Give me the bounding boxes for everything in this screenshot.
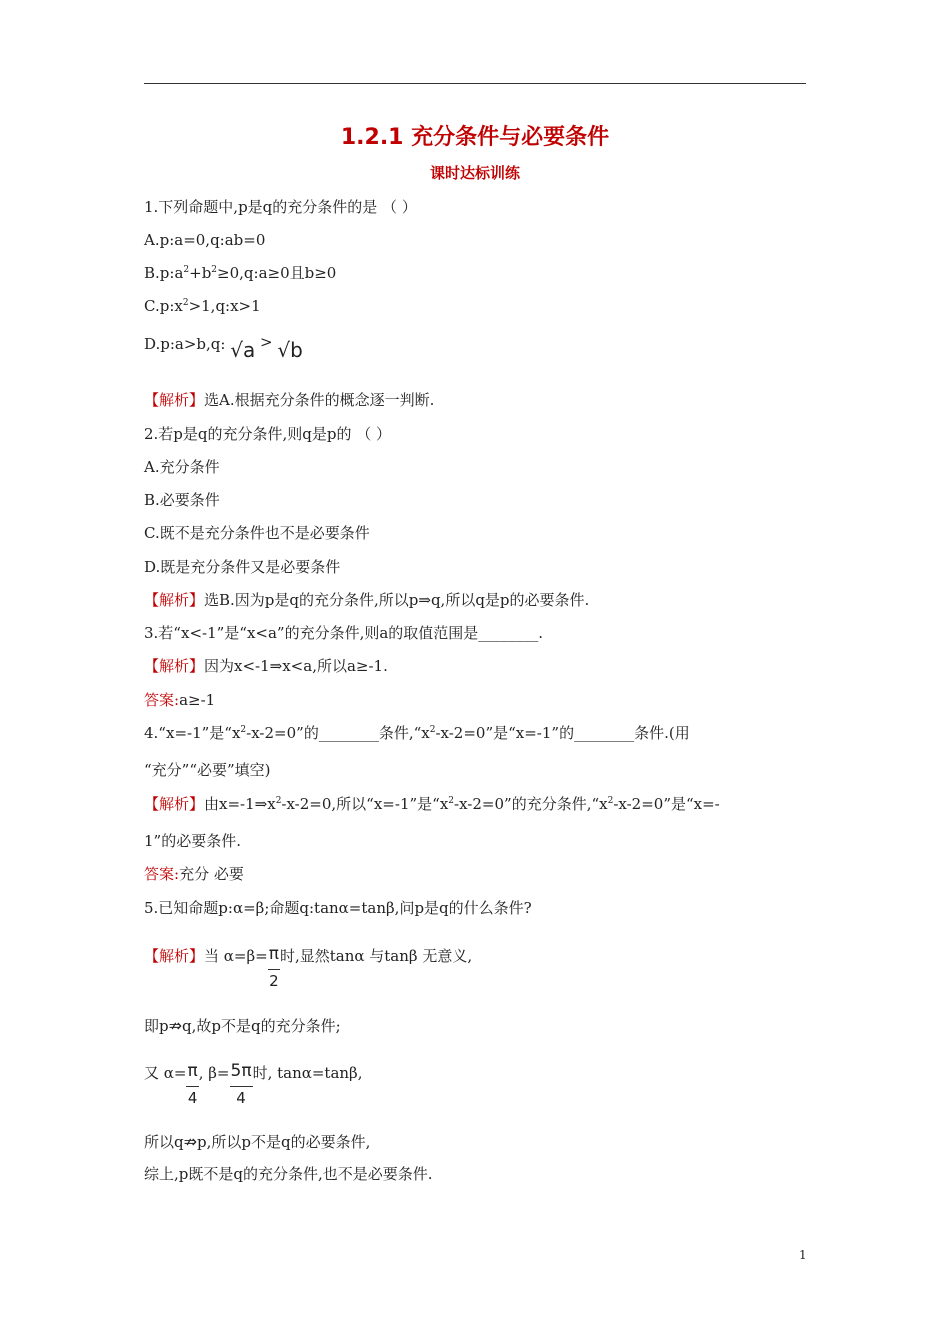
analysis-tag: 【解析】 xyxy=(144,391,205,409)
q3-stem: 3.若“x<-1”是“x<a”的充分条件,则a的取值范围是________. xyxy=(144,624,544,642)
q4-analysis: 【解析】由$x=-1\Rightarrow x^2-x-2=0$,所以“x=-1”是“$x^2-x-2=0$”的充分条件$,“x^2-x-2=0$”是“x=- xyxy=(144,795,720,813)
q1-option-c: $C.p:x^2>1,q:x>1$ xyxy=(144,297,261,315)
q5-analysis-line3: 又 α= $\frac{\pi}{4}$ , β= $\frac{5\pi}{4}$ 时, tanα=tanβ, xyxy=(144,1061,363,1107)
q5-analysis-line2: 即p⇏q,故p不是q的充分条件; xyxy=(144,1016,341,1035)
not-implies-symbol: ⇏ xyxy=(183,1132,198,1151)
q2-option-a: A.充分条件 xyxy=(144,458,220,476)
q4-answer: 答案:充分 必要 xyxy=(144,865,244,883)
q1-option-a: A.p:a=0,q:ab=0 xyxy=(144,231,266,249)
q1-analysis: 【解析】选A.根据充分条件的概念逐一判断. xyxy=(144,391,435,409)
q4-stem: 4.“x=-1”是“$x^2-x-2=0$”的________条件$,“x^2-x-2=0$”是“x=-1”的________条件.(用 xyxy=(144,724,690,742)
header-rule xyxy=(144,83,806,84)
q5-analysis-line4: 所以q⇏p,所以p不是q的必要条件, xyxy=(144,1132,371,1151)
q5-stem: 5.已知命题p:α=β;命题q:tanα=tanβ,问p是q的什么条件? xyxy=(144,899,532,917)
q1-option-b: $B.p:a^2+b^2\ge 0,q:a\ge 0$且b≥0 xyxy=(144,264,337,282)
q2-analysis: 【解析】选B.因为p是q的充分条件,所以p⇒q,所以q是p的必要条件. xyxy=(144,591,590,609)
not-implies-symbol: ⇏ xyxy=(168,1016,183,1035)
sqrt-b-formula: √b xyxy=(277,338,303,362)
q4-stem-line2: “充分”“必要”填空) xyxy=(144,761,271,779)
q5-analysis-line1: 【解析】当 α=β= $\frac{\pi}{2}$ 时,显然tanα 与tanβ 无意义, xyxy=(144,944,473,990)
page-title: 1.2.1 充分条件与必要条件 xyxy=(340,125,610,150)
fraction-pi-over-2: $\frac{\pi}{2}$ xyxy=(268,944,279,990)
q3-answer: 答案:a≥-1 xyxy=(144,691,216,709)
page-subtitle: 课时达标训练 xyxy=(429,164,520,182)
q1-stem: 1.下列命题中,p是q的充分条件的是 （ ） xyxy=(144,198,417,216)
fraction-pi-over-4: $\frac{\pi}{4}$ xyxy=(187,1061,198,1107)
q4-analysis-line2: 1”的必要条件. xyxy=(144,832,241,850)
q1-option-d: D.p:a>b,q: √a > √b xyxy=(144,333,303,362)
q3-analysis: 【解析】因为x<-1⇒x<a,所以a≥-1. xyxy=(144,657,388,675)
q2-stem: 2.若p是q的充分条件,则q是p的 （ ） xyxy=(144,425,392,443)
q2-option-c: C.既不是充分条件也不是必要条件 xyxy=(144,524,370,542)
sqrt-a-formula: √a xyxy=(230,338,256,362)
q5-conclusion: 综上,p既不是q的充分条件,也不是必要条件. xyxy=(144,1165,433,1183)
q2-option-b: B.必要条件 xyxy=(144,491,220,509)
q2-option-d: D.既是充分条件又是必要条件 xyxy=(144,558,341,576)
fraction-5pi-over-4: $\frac{5\pi}{4}$ xyxy=(230,1061,252,1107)
page-number: 1 xyxy=(799,1248,807,1262)
